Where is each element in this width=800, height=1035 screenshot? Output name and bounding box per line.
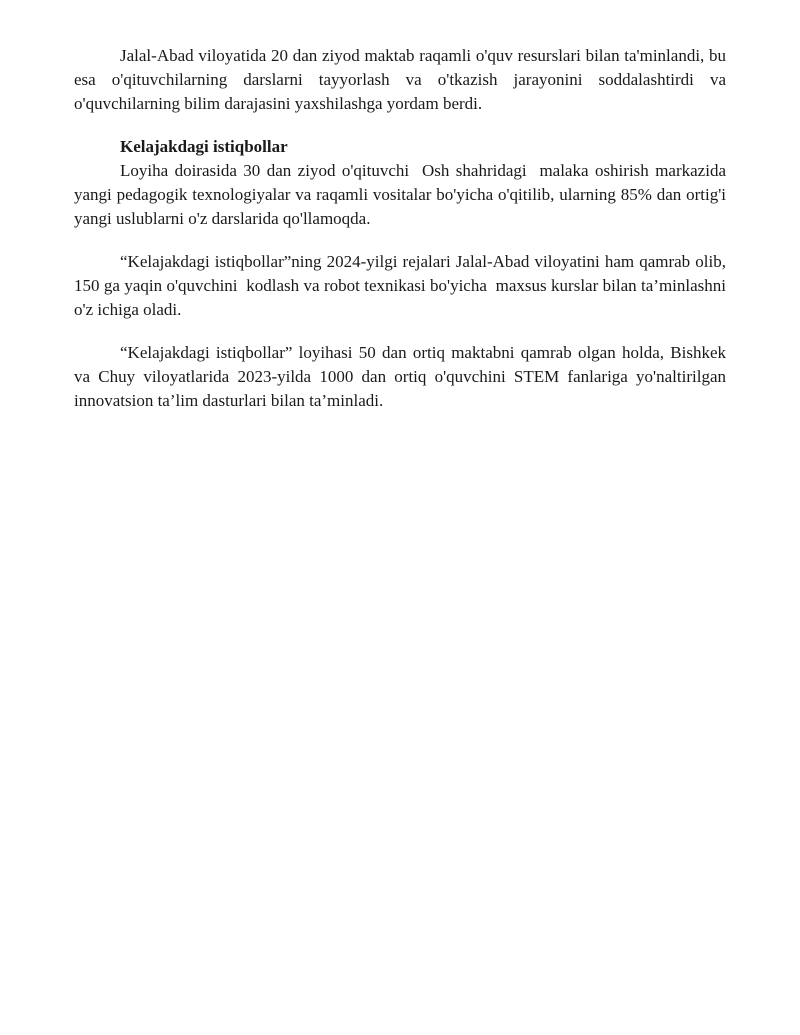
section-heading: Kelajakdagi istiqbollar	[120, 137, 288, 156]
paragraph-stem-dasturlari: “Kelajakdagi istiqbollar” loyihasi 50 dan ortiq maktabni qamrab olgan holda, Bishkek va Chuy viloyatlarida 2023-yilda 1000 dan ortiq o'quvchini STEM fanlariga yo'naltirilgan innovatsion ta’lim dasturlari bilan ta’minladi.	[74, 343, 731, 410]
paragraph-2024-rejalari: “Kelajakdagi istiqbollar”ning 2024-yilgi rejalari Jalal-Abad viloyatini ham qamrab olib, 150 ga yaqin o'quvchini kodlash va robot texnikasi bo'yicha maxsus kurslar bilan ta’minlashni o'z ichiga oladi.	[74, 252, 731, 319]
document-page	[74, 44, 735, 413]
paragraph-raqamli-resurslar: Jalal-Abad viloyatida 20 dan ziyod maktab raqamli o'quv resurslari bilan ta'minlandi, bu esa o'qituvchilarning darslarni tayyorlash va o'tkazish jarayonini soddalashtirdi va o'quvchilarning bilim darajasini yaxshilashga yordam berdi.	[74, 46, 731, 113]
paragraph-malaka-oshirish: Loyiha doirasida 30 dan ziyod o'qituvchi Osh shahridagi malaka oshirish markazida yangi pedagogik texnologiyalar va raqamli vositalar bo'yicha o'qitilib, ularning 85% dan ortig'i yangi uslublarni o'z darslarida qo'llamoqda.	[74, 161, 735, 228]
